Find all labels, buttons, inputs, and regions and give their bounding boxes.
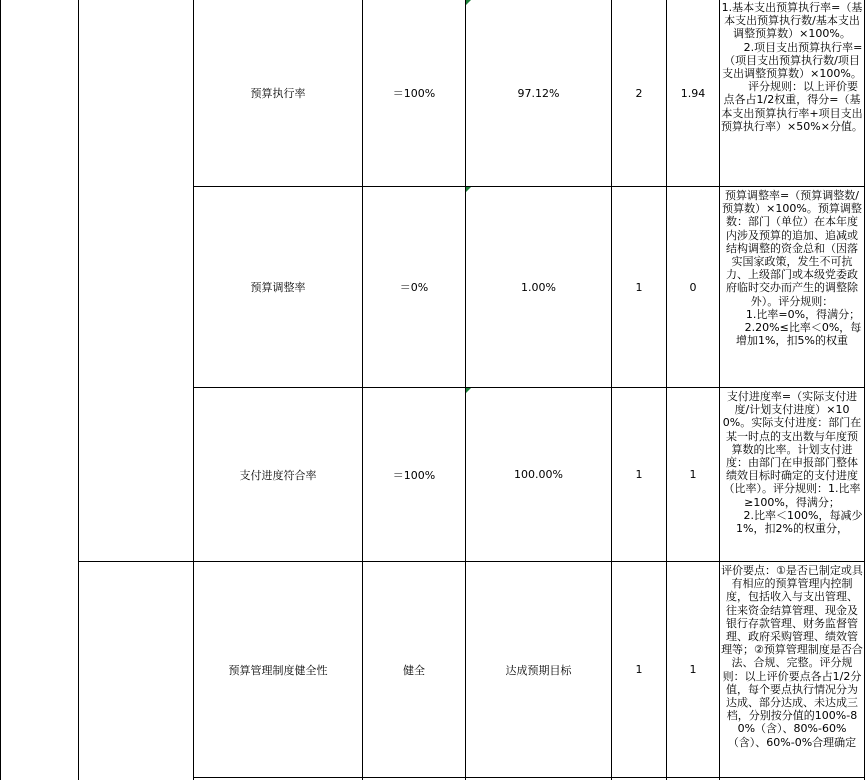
actual-cell[interactable] (466, 0, 611, 186)
score-cell[interactable] (667, 388, 719, 561)
weight-cell[interactable] (612, 187, 666, 387)
indicator-cell[interactable] (194, 388, 362, 561)
score-cell[interactable] (667, 187, 719, 387)
indicator-cell[interactable] (194, 562, 362, 777)
actual-cell[interactable] (466, 187, 611, 387)
score-value: 0 (689, 280, 697, 294)
target-cell[interactable] (363, 187, 465, 387)
target-value: ＝0% (399, 281, 429, 294)
description-cell[interactable]: 评价要点：①是否已制定或具有相应的预算管理内控制度，包括收入与支出管理、往来资金结算管理、现金及银行存款管理、财务监督管理、政府采购管理、绩效管理等；②预算管理制度是否合法、合规、完整。评分规则：以上评价要点各占1/2分值，每个要点执行情况分为达成、部分达成、未达成三档，分别按分值的100%-80%（含）、80%-60%（含）、60%-0%合理确定 (721, 564, 863, 749)
description-cell[interactable]: 预算调整率=（预算调整数/预算数）×100%。预算调整数：部门（单位）在本年度内涉及预算的追加、追减或结构调整的资金总和（因落实国家政策，发生不可抗力、上级部门或本级党委政府临时交办而产生的调整除外）。评分规则： 1.比率=0%，得满分； 2.20%≤比率＜0%，每增加1%，扣5%的权重 (722, 189, 862, 348)
actual-value: 达成预期目标 (505, 663, 572, 677)
description-cell[interactable]: 1.基本支出预算执行率=（基本支出预算执行数/基本支出调整预算数）×100%。 2.项目支出预算执行率=（项目支出预算执行数/项目支出调整预算数）×100%。 评分规则：以上评价要点各占1/2权重，得分=（基本支出预算执行率+项目支出预算执行率）×50%×分值。 (721, 1, 863, 133)
grid-line (0, 0, 1, 780)
weight-value: 1 (635, 468, 643, 481)
weight-cell[interactable] (612, 0, 666, 186)
weight-value: 2 (635, 86, 643, 100)
score-value: 1 (689, 468, 697, 481)
grid-line (719, 0, 720, 780)
score-cell[interactable] (667, 562, 719, 777)
indicator-cell[interactable] (194, 0, 362, 186)
target-cell[interactable] (363, 562, 465, 777)
target-cell[interactable] (363, 0, 465, 186)
target-value: ＝100% (392, 87, 436, 100)
actual-value: 97.12% (517, 86, 560, 100)
indicator-name: 支付进度符合率 (239, 468, 317, 482)
indicator-cell[interactable] (194, 187, 362, 387)
grid-line (78, 0, 79, 780)
score-cell[interactable] (667, 0, 719, 186)
score-value: 1 (689, 663, 697, 676)
grid-line (193, 777, 865, 778)
grid-line (864, 0, 865, 780)
actual-cell[interactable] (466, 388, 611, 561)
actual-value: 100.00% (514, 468, 563, 481)
actual-value: 1.00% (521, 280, 556, 294)
actual-cell[interactable] (466, 562, 611, 777)
indicator-name: 预算管理制度健全性 (228, 663, 328, 677)
target-value: ＝100% (392, 468, 436, 482)
indicator-name: 预算调整率 (250, 281, 306, 294)
weight-cell[interactable] (612, 562, 666, 777)
target-value: 健全 (403, 663, 425, 677)
weight-value: 1 (635, 280, 643, 294)
description-cell[interactable]: 支付进度率=（实际支付进度/计划支付进度）×100%。实际支付进度：部门在某一时点的支出数与年度预算数的比率。计划支付进度：由部门在申报部门整体绩效目标时确定的支付进度（比率）。评分规则：1.比率≥100%，得满分； 2.比率＜100%，每减少1%，扣2%的权重分， (722, 390, 863, 536)
target-cell[interactable] (363, 388, 465, 561)
indicator-name: 预算执行率 (250, 87, 306, 100)
weight-cell[interactable] (612, 388, 666, 561)
score-value: 1.94 (680, 86, 706, 100)
weight-value: 1 (635, 663, 643, 676)
